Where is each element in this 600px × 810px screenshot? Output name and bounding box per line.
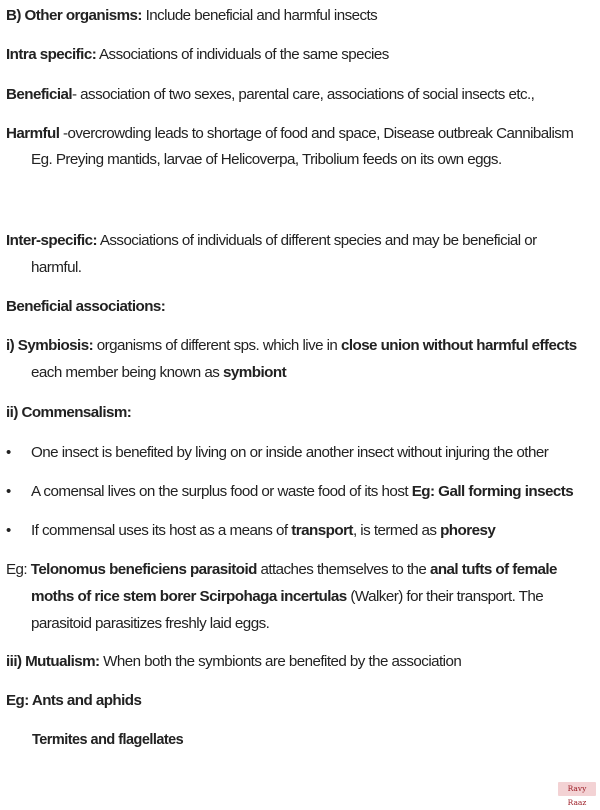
example-line-3: parasitoid parasitizes freshly laid eggs. bbox=[31, 615, 270, 632]
symbiosis-bold-text: close union without harmful effects bbox=[340, 337, 577, 354]
section-b-heading: B) Other organisms: bbox=[6, 7, 142, 24]
bullet-2-text: A comensal lives on the surplus food or waste food of its host bbox=[31, 483, 412, 500]
bullet-2-icon: • bbox=[6, 483, 12, 500]
symbiosis-text: organisms of different sps. which live in bbox=[93, 337, 341, 354]
symbiosis-line bbox=[6, 337, 596, 355]
harmful-text: -overcrowding leads to shortage of food and space, Disease outbreak Cannibalism bbox=[59, 125, 574, 142]
bullet-3-text-2: , is termed as bbox=[352, 522, 441, 539]
harmful-example-line: Eg. Preying mantids, larvae of Helicoverpa, Tribolium feeds on its own eggs. bbox=[31, 151, 502, 168]
intra-specific-text: Associations of individuals of the same species bbox=[96, 46, 389, 63]
example-bold-2: anal tufts of female bbox=[429, 561, 557, 578]
commensalism-heading: ii) Commensalism: bbox=[6, 404, 132, 421]
mutualism-example-1: Eg: Ants and aphids bbox=[6, 692, 142, 709]
inter-specific-continuation: harmful. bbox=[31, 259, 82, 276]
inter-specific-text: Associations of individuals of different species and may be beneficial or bbox=[97, 232, 537, 249]
commensalism-bullet-3 bbox=[31, 522, 495, 540]
bullet-3-bold-1: transport bbox=[291, 522, 353, 539]
beneficial-associations-heading: Beneficial associations: bbox=[6, 298, 166, 315]
symbiosis-continuation bbox=[31, 364, 596, 382]
harmful-label: Harmful bbox=[6, 125, 60, 142]
commensalism-bullet-1: One insect is benefited by living on or inside another insect without injuring the other bbox=[31, 444, 549, 461]
intra-specific-line bbox=[6, 46, 596, 64]
bullet-3-text-1: If commensal uses its host as a means of bbox=[31, 522, 292, 539]
bullet-1-icon: • bbox=[6, 444, 12, 461]
mutualism-example-2: Termites and flagellates bbox=[32, 731, 184, 748]
symbiosis-label: i) Symbiosis: bbox=[6, 337, 94, 354]
beneficial-intra-line bbox=[6, 86, 596, 104]
intra-specific-label: Intra specific: bbox=[6, 46, 97, 63]
section-b-text: Include beneficial and harmful insects bbox=[141, 7, 378, 24]
mutualism-text: When both the symbionts are benefited by the association bbox=[99, 653, 462, 670]
example-bold-1: Telonomus beneficiens parasitoid bbox=[30, 561, 257, 578]
inter-specific-line bbox=[6, 232, 596, 250]
example-prefix: Eg: bbox=[6, 561, 31, 578]
bullet-3-icon: • bbox=[6, 522, 12, 539]
bullet-2-bold: Eg: Gall forming insects bbox=[411, 483, 574, 500]
section-b-line bbox=[6, 7, 596, 25]
harmful-line bbox=[6, 125, 596, 143]
mutualism-label: iii) Mutualism: bbox=[6, 653, 100, 670]
mutualism-line bbox=[6, 653, 596, 671]
watermark-stamp: Ravy Raaz bbox=[558, 782, 596, 796]
example-line-2 bbox=[31, 588, 596, 606]
bullet-3-bold-2: phoresy bbox=[440, 522, 496, 539]
example-line-1 bbox=[6, 561, 596, 579]
symbiont-text: each member being known as bbox=[31, 364, 223, 381]
example-line-2-text: (Walker) for their transport. The bbox=[346, 588, 544, 605]
beneficial-intra-label: Beneficial bbox=[6, 86, 73, 103]
commensalism-bullet-2 bbox=[31, 483, 573, 501]
inter-specific-label: Inter-specific: bbox=[6, 232, 98, 249]
example-text-1: attaches themselves to the bbox=[256, 561, 430, 578]
symbiont-term: symbiont bbox=[222, 364, 287, 381]
example-line-2-bold: moths of rice stem borer Scirpohaga incertulas bbox=[31, 588, 347, 605]
beneficial-intra-text: - association of two sexes, parental care, associations of social insects etc., bbox=[72, 86, 535, 103]
